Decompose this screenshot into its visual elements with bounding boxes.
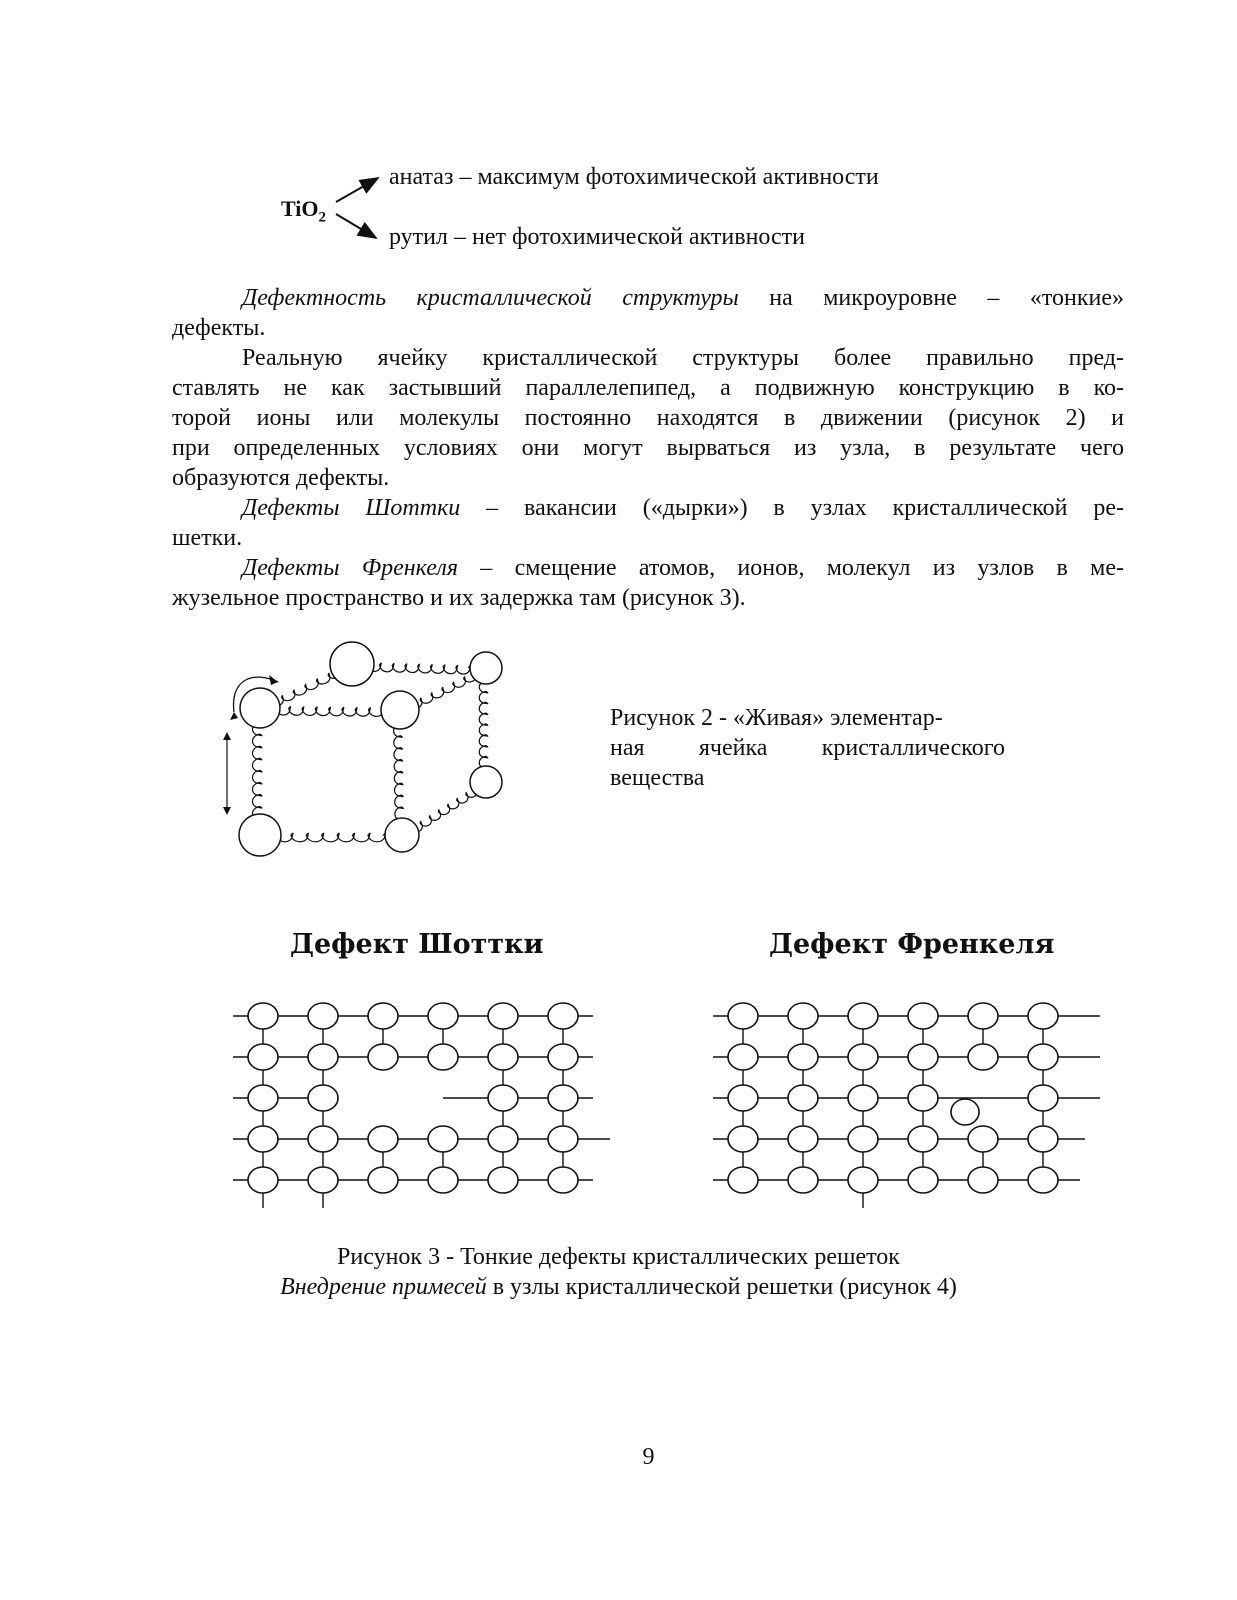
lattice-atom (428, 1044, 458, 1070)
vibration-arrowhead (223, 807, 231, 815)
lattice-atom (428, 1003, 458, 1029)
term-frenkel: Дефекты Френкеля (242, 555, 458, 581)
lattice-atom (1028, 1044, 1058, 1070)
para5: Внедрение примесей в узлы кристаллической решетки (рисунок 4) (280, 1274, 957, 1300)
lattice-atom (308, 1003, 338, 1029)
para2-line2: ставлять не как застывший параллелепипед, а подвижную конструкцию в ко- (172, 375, 1124, 401)
lattice-atom (548, 1126, 578, 1152)
vibration-arrowhead (223, 732, 231, 740)
lattice-atom (308, 1085, 338, 1111)
page-number: 9 (642, 1444, 655, 1470)
para1-line1: Дефектность кристаллической структуры на микроуровне – «тонкие» (242, 285, 1124, 311)
fig3-caption: Рисунок 3 - Тонкие дефекты кристаллических решеток (337, 1244, 900, 1270)
lattice-atom (908, 1003, 938, 1029)
tio2-formula (281, 196, 326, 226)
lattice-atom (728, 1167, 758, 1193)
lattice-atom (488, 1085, 518, 1111)
lattice-atom (848, 1126, 878, 1152)
lattice-atom (248, 1167, 278, 1193)
arrow-to-rutile (336, 214, 376, 238)
frenkel-lattice (705, 990, 1105, 1220)
lattice-atom (788, 1003, 818, 1029)
schottky-lattice (225, 990, 625, 1220)
para1-line2: дефекты. (172, 315, 266, 341)
para2-line5: образуются дефекты. (172, 465, 390, 491)
lattice-atom (548, 1085, 578, 1111)
para2-line4: при определенных условиях они могут вырваться из узла, в результате чего (172, 435, 1124, 461)
lattice-atom (1028, 1126, 1058, 1152)
lattice-atom (788, 1044, 818, 1070)
lattice-atom (788, 1167, 818, 1193)
cell-atom (470, 652, 502, 684)
fig2-caption-line3: вещества (610, 765, 705, 791)
term-defectness: Дефектность кристаллической структуры (242, 285, 739, 311)
para4-line2: жузельное пространство и их задержка там (рисунок 3). (172, 585, 746, 611)
lattice-atom (428, 1126, 458, 1152)
lattice-atom (1028, 1167, 1058, 1193)
para2-line1: Реальную ячейку кристаллической структуры более правильно пред- (242, 345, 1124, 371)
lattice-atom (788, 1085, 818, 1111)
fig2-caption-line2: ная ячейка кристаллического (610, 735, 1005, 761)
branch-anatase: анатаз – максимум фотохимической активности (389, 164, 879, 190)
lattice-atom (488, 1167, 518, 1193)
cell-atom (240, 688, 280, 728)
lattice-atom (728, 1126, 758, 1152)
lattice-atom (1028, 1003, 1058, 1029)
lattice-atom (908, 1126, 938, 1152)
lattice-atom (848, 1167, 878, 1193)
cell-atom (470, 766, 502, 798)
motion-arrowhead (269, 675, 278, 685)
lattice-atom (968, 1044, 998, 1070)
lattice-atom (308, 1044, 338, 1070)
lattice-atom (248, 1126, 278, 1152)
arrow-to-anatase (336, 178, 378, 202)
lattice-atom (728, 1085, 758, 1111)
lattice-atom (368, 1003, 398, 1029)
branch-arrows (330, 168, 390, 248)
spring (260, 707, 400, 717)
lattice-atom (488, 1044, 518, 1070)
lattice-atom (968, 1126, 998, 1152)
term-impurities: Внедрение примесей (280, 1274, 487, 1300)
lattice-atom (728, 1044, 758, 1070)
tio2-subscript: 2 (318, 209, 327, 226)
tio2-compound: TiO (281, 196, 319, 221)
cell-atom (330, 642, 374, 686)
para3-line1: Дефекты Шоттки – вакансии («дырки») в узлах кристаллической ре- (242, 495, 1124, 521)
lattice-atom (548, 1044, 578, 1070)
lattice-atom (1028, 1085, 1058, 1111)
lattice-atom (548, 1003, 578, 1029)
lattice-atom (548, 1167, 578, 1193)
motion-arrowhead (230, 712, 238, 720)
cell-atom (385, 818, 419, 852)
term-schottky: Дефекты Шоттки (242, 495, 461, 521)
lattice-atom (908, 1167, 938, 1193)
lattice-atom (848, 1044, 878, 1070)
lattice-atom (908, 1085, 938, 1111)
branch-rutile: рутил – нет фотохимической активности (389, 224, 806, 250)
schottky-title: Дефект Шоттки (290, 929, 544, 960)
para3-line2: шетки. (172, 525, 243, 551)
lattice-atom (248, 1044, 278, 1070)
cell-atom (381, 691, 419, 729)
lattice-atom (368, 1167, 398, 1193)
cell-atom (239, 814, 281, 856)
lattice-atom (428, 1167, 458, 1193)
para2-line3: торой ионы или молекулы постоянно находятся в движении (рисунок 2) и (172, 405, 1124, 431)
lattice-atom (248, 1085, 278, 1111)
fig2-caption-line1: Рисунок 2 - «Живая» элементар- (610, 705, 943, 731)
lattice-atom (488, 1003, 518, 1029)
lattice-atom (968, 1003, 998, 1029)
spring (479, 668, 488, 782)
frenkel-title: Дефект Френкеля (769, 929, 1055, 960)
lattice-atom (488, 1126, 518, 1152)
lattice-atom (248, 1003, 278, 1029)
lattice-atom (908, 1044, 938, 1070)
living-unit-cell-figure (222, 640, 512, 870)
lattice-atom (848, 1003, 878, 1029)
lattice-atom (968, 1167, 998, 1193)
lattice-atom (848, 1085, 878, 1111)
interstitial-atom (951, 1099, 979, 1125)
lattice-atom (308, 1126, 338, 1152)
lattice-atom (368, 1126, 398, 1152)
lattice-atom (728, 1003, 758, 1029)
lattice-atom (308, 1167, 338, 1193)
lattice-atom (788, 1126, 818, 1152)
para4-line1: Дефекты Френкеля – смещение атомов, ионов, молекул из узлов в ме- (242, 555, 1124, 581)
lattice-atom (368, 1044, 398, 1070)
